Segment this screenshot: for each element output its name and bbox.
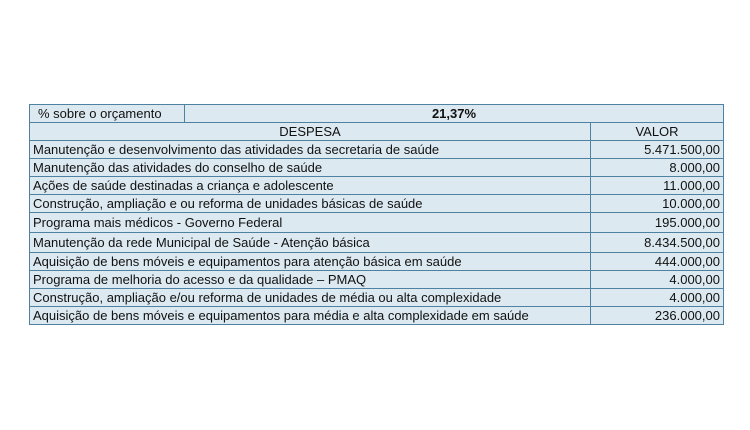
expense-value: 10.000,00 <box>591 195 724 213</box>
budget-percent-label: % sobre o orçamento <box>30 105 185 123</box>
expense-description: Manutenção e desenvolvimento das atividades da secretaria de saúde <box>30 141 591 159</box>
expense-value: 5.471.500,00 <box>591 141 724 159</box>
table-row <box>30 159 724 177</box>
expense-description: Aquisição de bens móveis e equipamentos para média e alta complexidade em saúde <box>30 307 591 325</box>
budget-percent-value: 21,37% <box>185 105 724 123</box>
table-row <box>30 177 724 195</box>
expense-value: 236.000,00 <box>591 307 724 325</box>
expense-description: Programa de melhoria do acesso e da qualidade – PMAQ <box>30 271 591 289</box>
expense-value: 444.000,00 <box>591 253 724 271</box>
expense-value: 8.434.500,00 <box>591 233 724 253</box>
table-row <box>30 213 724 233</box>
expense-description: Construção, ampliação e ou reforma de unidades básicas de saúde <box>30 195 591 213</box>
expense-description: Manutenção das atividades do conselho de saúde <box>30 159 591 177</box>
expense-description: Programa mais médicos - Governo Federal <box>30 213 591 233</box>
expense-value: 4.000,00 <box>591 289 724 307</box>
expense-value: 4.000,00 <box>591 271 724 289</box>
expense-value: 8.000,00 <box>591 159 724 177</box>
expense-value: 195.000,00 <box>591 213 724 233</box>
table-row <box>30 195 724 213</box>
header-row <box>30 123 724 141</box>
table-row <box>30 141 724 159</box>
summary-row <box>30 105 724 123</box>
expense-table <box>29 104 724 325</box>
expense-description: Manutenção da rede Municipal de Saúde - Atenção básica <box>30 233 591 253</box>
expense-description: Ações de saúde destinadas a criança e adolescente <box>30 177 591 195</box>
column-header-valor: VALOR <box>591 123 724 141</box>
column-header-despesa: DESPESA <box>30 123 591 141</box>
expense-description: Construção, ampliação e/ou reforma de unidades de média ou alta complexidade <box>30 289 591 307</box>
table-row <box>30 253 724 271</box>
table-row <box>30 233 724 253</box>
budget-sheet <box>29 104 723 325</box>
table-row <box>30 307 724 325</box>
expense-value: 11.000,00 <box>591 177 724 195</box>
table-row <box>30 289 724 307</box>
expense-description: Aquisição de bens móveis e equipamentos para atenção básica em saúde <box>30 253 591 271</box>
table-row <box>30 271 724 289</box>
